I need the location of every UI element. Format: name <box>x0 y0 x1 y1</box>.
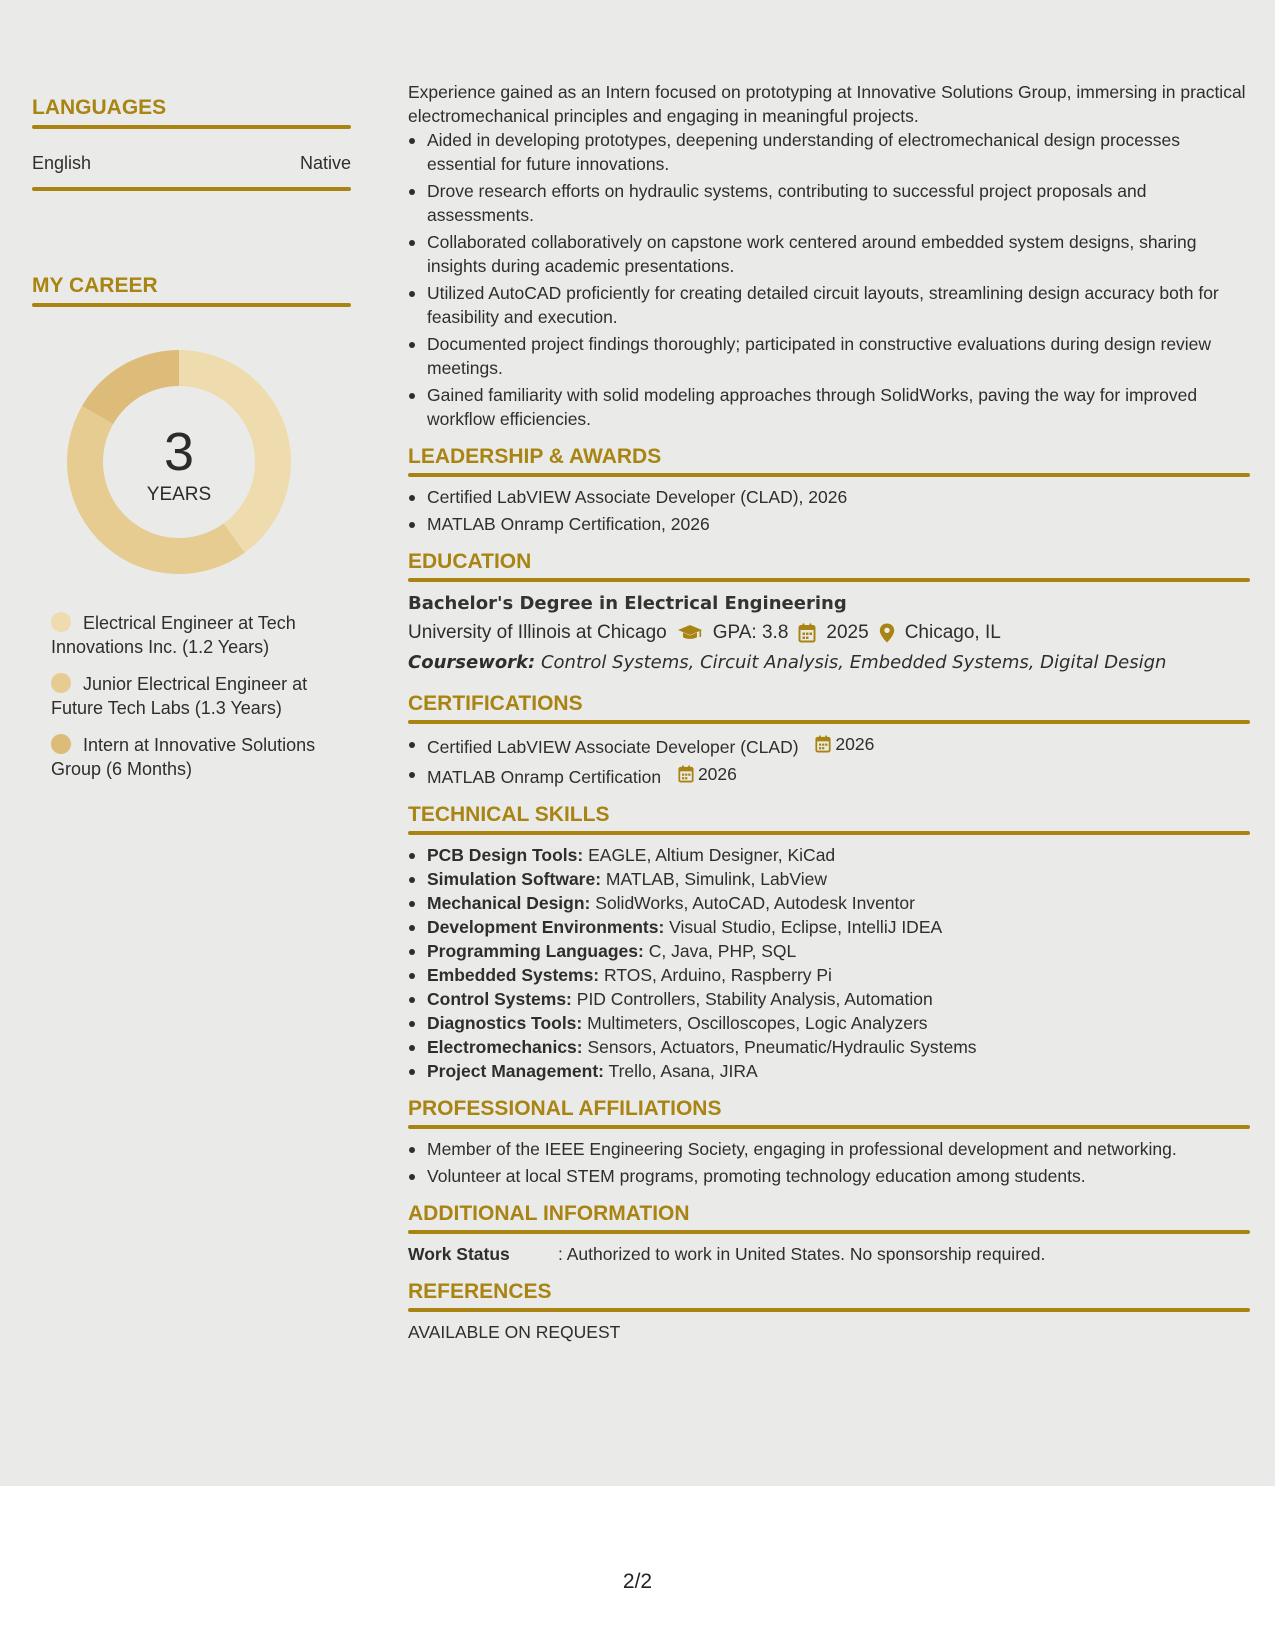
education-title: EDUCATION <box>408 550 532 573</box>
certifications-divider <box>408 720 1250 724</box>
list-item: Drove research efforts on hydraulic systems, contributing to successful project proposals and assessments. <box>408 179 1250 227</box>
graduation-year: 2025 <box>826 622 869 643</box>
language-name: English <box>32 153 92 173</box>
skill-label: Project Management: <box>427 1061 604 1081</box>
list-item <box>408 939 1250 963</box>
legend-dot-icon <box>51 612 71 632</box>
legend-item <box>51 672 331 720</box>
legend-dot-icon <box>51 673 71 693</box>
skills-title: TECHNICAL SKILLS <box>408 803 610 826</box>
references-divider <box>408 1308 1250 1312</box>
languages-title: LANGUAGES <box>32 96 167 119</box>
certifications-section <box>408 692 1250 789</box>
legend-item <box>51 733 331 781</box>
coursework-list: Control Systems, Circuit Analysis, Embedded Systems, Digital Design <box>540 652 1167 673</box>
leadership-list <box>408 485 1250 536</box>
cert-date <box>678 762 737 786</box>
skill-value: C, Java, PHP, SQL <box>648 941 797 961</box>
legend-label: Junior Electrical Engineer at Future Tech Labs (1.3 Years) <box>51 674 308 718</box>
skill-value: Multimeters, Oscilloscopes, Logic Analyzers <box>587 1013 928 1033</box>
skill-label: Simulation Software: <box>427 869 602 889</box>
cert-date <box>815 732 874 756</box>
affiliations-title: PROFESSIONAL AFFILIATIONS <box>408 1097 722 1120</box>
list-item <box>408 732 1250 759</box>
school-name: University of Illinois at Chicago <box>408 622 667 643</box>
map-pin-icon <box>879 623 895 643</box>
leadership-title: LEADERSHIP & AWARDS <box>408 445 662 468</box>
career-total-unit: YEARS <box>146 484 212 505</box>
list-item <box>408 867 1250 891</box>
additional-section <box>408 1202 1250 1266</box>
affiliations-divider <box>408 1125 1250 1129</box>
list-item <box>408 963 1250 987</box>
skill-label: Development Environments: <box>427 917 665 937</box>
education-details <box>408 618 1250 648</box>
additional-divider <box>408 1230 1250 1234</box>
skill-label: Control Systems: <box>427 989 572 1009</box>
languages-divider <box>32 125 351 129</box>
list-item: Gained familiarity with solid modeling approaches through SolidWorks, paving the way for improved workflow efficiencies. <box>408 383 1250 431</box>
calendar-icon <box>678 765 694 783</box>
affiliations-list <box>408 1137 1250 1188</box>
affiliations-section <box>408 1097 1250 1188</box>
list-item: Aided in developing prototypes, deepening understanding of electromechanical design processes essential for future innovations. <box>408 128 1250 176</box>
list-item: Collaborated collaboratively on capstone work centered around embedded system designs, sharing insights during academic presentations. <box>408 230 1250 278</box>
skills-list <box>408 843 1250 1083</box>
coursework <box>408 648 1250 678</box>
skill-label: Programming Languages: <box>427 941 644 961</box>
skill-label: PCB Design Tools: <box>427 845 584 865</box>
graduation-cap-icon <box>677 624 703 642</box>
additional-title: ADDITIONAL INFORMATION <box>408 1202 690 1225</box>
donut-slice-2 <box>82 350 179 424</box>
legend-label: Intern at Innovative Solutions Group (6 Months) <box>51 735 316 779</box>
references-text: AVAILABLE ON REQUEST <box>408 1322 621 1342</box>
work-status-label: Work Status <box>408 1244 510 1264</box>
cert-year: 2026 <box>835 734 875 754</box>
references-title: REFERENCES <box>408 1280 552 1303</box>
page-number: 2/2 <box>622 1570 653 1593</box>
experience-intro: Experience gained as an Intern focused on prototyping at Innovative Solutions Group, immersing in practical electromechanical principles and engaging in meaningful projects. <box>408 82 1246 126</box>
skills-divider <box>408 831 1250 835</box>
list-item <box>408 1035 1250 1059</box>
work-status-row <box>408 1242 1250 1266</box>
skill-value: PID Controllers, Stability Analysis, Automation <box>576 989 933 1009</box>
list-item: Certified LabVIEW Associate Developer (CLAD), 2026 <box>408 485 1250 509</box>
list-item: MATLAB Onramp Certification, 2026 <box>408 512 1250 536</box>
list-item <box>408 1059 1250 1083</box>
work-status-value: : Authorized to work in United States. No sponsorship required. <box>558 1244 1046 1264</box>
list-item <box>408 891 1250 915</box>
skill-value: RTOS, Arduino, Raspberry Pi <box>604 965 832 985</box>
skill-label: Embedded Systems: <box>427 965 600 985</box>
skill-value: EAGLE, Altium Designer, KiCad <box>588 845 836 865</box>
list-item <box>408 843 1250 867</box>
career-donut-chart <box>66 349 292 575</box>
skill-label: Mechanical Design: <box>427 893 591 913</box>
skill-label: Electromechanics: <box>427 1037 583 1057</box>
experience-bullets <box>408 128 1250 431</box>
references-section <box>408 1280 1250 1344</box>
leadership-section <box>408 445 1250 536</box>
cert-name: MATLAB Onramp Certification <box>427 767 662 787</box>
leadership-divider <box>408 473 1250 477</box>
cert-name: Certified LabVIEW Associate Developer (CLAD) <box>427 737 799 757</box>
left-column <box>32 96 351 794</box>
career-title: MY CAREER <box>32 274 158 297</box>
skill-value: SolidWorks, AutoCAD, Autodesk Inventor <box>595 893 915 913</box>
degree-title: Bachelor's Degree in Electrical Engineering <box>408 593 847 614</box>
certifications-title: CERTIFICATIONS <box>408 692 583 715</box>
education-section <box>408 550 1250 678</box>
calendar-icon <box>798 623 816 643</box>
skill-value: MATLAB, Simulink, LabView <box>605 869 828 889</box>
list-item: Volunteer at local STEM programs, promoting technology education among students. <box>408 1164 1250 1188</box>
skill-value: Sensors, Actuators, Pneumatic/Hydraulic Systems <box>587 1037 977 1057</box>
language-level-bar <box>32 187 351 191</box>
legend-dot-icon <box>51 734 71 754</box>
gpa: GPA: 3.8 <box>712 622 789 643</box>
cert-year: 2026 <box>697 764 737 784</box>
coursework-label: Coursework: <box>408 652 536 673</box>
list-item <box>408 987 1250 1011</box>
skills-section <box>408 803 1250 1083</box>
list-item <box>408 1011 1250 1035</box>
career-total-number: 3 <box>163 422 195 482</box>
career-divider <box>32 303 351 307</box>
certifications-list <box>408 732 1250 789</box>
skill-value: Visual Studio, Eclipse, IntelliJ IDEA <box>669 917 943 937</box>
list-item: Utilized AutoCAD proficiently for creating detailed circuit layouts, streamlining design accuracy both for feasibility and execution. <box>408 281 1250 329</box>
education-divider <box>408 578 1250 582</box>
skill-value: Trello, Asana, JIRA <box>608 1061 758 1081</box>
list-item: Documented project findings thoroughly; participated in constructive evaluations during design review meetings. <box>408 332 1250 380</box>
legend-item <box>51 611 331 659</box>
list-item: Member of the IEEE Engineering Society, engaging in professional development and networking. <box>408 1137 1250 1161</box>
legend-label: Electrical Engineer at Tech Innovations Inc. (1.2 Years) <box>51 613 296 657</box>
education-location: Chicago, IL <box>904 622 1001 643</box>
language-level: Native <box>299 153 351 173</box>
list-item <box>408 762 1250 789</box>
calendar-icon <box>815 735 831 753</box>
career-legend <box>32 611 351 781</box>
language-row <box>32 153 351 175</box>
right-column <box>408 80 1250 1344</box>
list-item <box>408 915 1250 939</box>
skill-label: Diagnostics Tools: <box>427 1013 583 1033</box>
